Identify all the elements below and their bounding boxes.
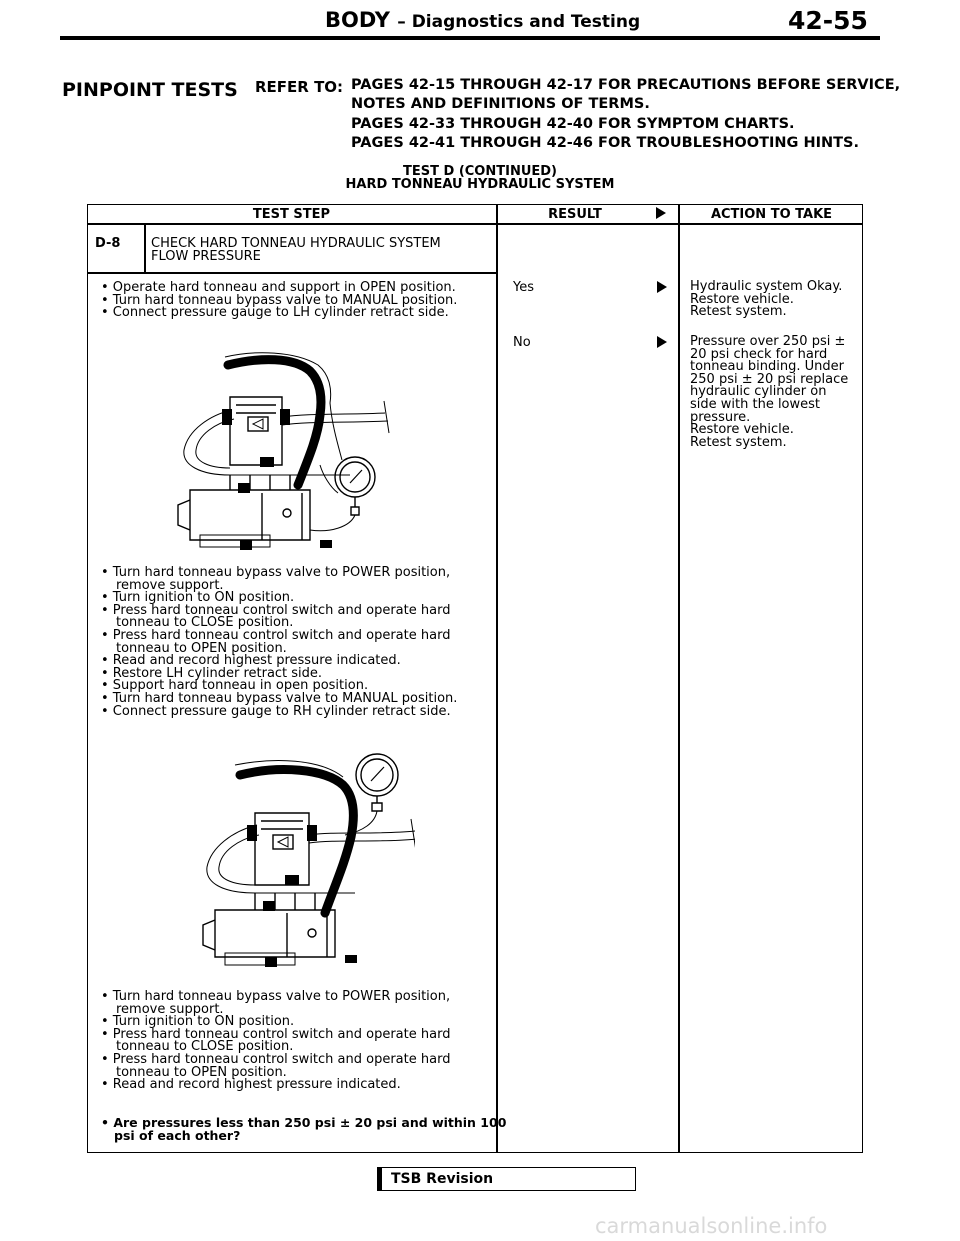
instruction-line: • Turn hard tonneau bypass valve to MANUAL position.: [101, 292, 458, 308]
result-no: No: [513, 335, 531, 350]
instruction-line: • Read and record highest pressure indicated.: [101, 653, 401, 669]
result-yes: Yes: [513, 280, 534, 295]
tsb-revision-label: TSB Revision: [391, 1171, 494, 1187]
lh-gauge-diagram: [170, 335, 400, 555]
instruction-line: tonneau to CLOSE position.: [116, 615, 294, 631]
action-yes: [690, 281, 842, 319]
instructions-lh-setup: [101, 282, 457, 320]
action-line: 20 psi check for hard: [690, 346, 828, 362]
column-divider-result: [496, 204, 498, 1153]
step-id-divider: [144, 223, 146, 273]
action-line: Pressure over 250 psi ±: [690, 334, 846, 349]
tsb-revision-bar: [378, 1167, 382, 1191]
instruction-line: • Press hard tonneau control switch and operate hard: [101, 1051, 451, 1067]
action-line: Retest system.: [690, 434, 787, 450]
instructions-rh-test: [101, 991, 450, 1092]
instruction-line: • Read and record highest pressure indicated.: [101, 1077, 401, 1093]
instruction-line: • Turn ignition to ON position.: [101, 590, 295, 606]
result-yes-arrow-icon: [657, 281, 667, 293]
action-line: Retest system.: [690, 304, 787, 320]
header-title: BODY: [325, 8, 390, 32]
watermark: carmanualsonline.info: [595, 1214, 828, 1238]
action-line: Restore vehicle.: [690, 291, 794, 307]
instruction-line: • Turn ignition to ON position.: [101, 1014, 295, 1030]
header-subtitle: – Diagnostics and Testing: [397, 12, 641, 32]
step-id: D-8: [95, 236, 121, 251]
header-test-step: TEST STEP: [252, 207, 331, 222]
instruction-line: tonneau to CLOSE position.: [116, 1039, 294, 1055]
instruction-line: remove support.: [116, 1001, 224, 1017]
reference-line-1: PAGES 42-15 THROUGH 42-17 FOR PRECAUTIONS BEFORE SERVICE,: [351, 77, 901, 93]
reference-line-2: NOTES AND DEFINITIONS OF TERMS.: [351, 96, 650, 112]
instruction-line: • Press hard tonneau control switch and operate hard: [101, 602, 451, 618]
question-line: psi of each other?: [114, 1127, 241, 1143]
action-line: Restore vehicle.: [690, 422, 794, 438]
action-line: hydraulic cylinder on: [690, 384, 827, 400]
instruction-line: • Operate hard tonneau and support in OPEN position.: [101, 280, 456, 295]
instruction-line: tonneau to OPEN position.: [116, 640, 287, 656]
step-title-line-2: FLOW PRESSURE: [151, 249, 261, 264]
instruction-line: • Turn hard tonneau bypass valve to POWER position,: [101, 989, 451, 1004]
instruction-line: • Press hard tonneau control switch and operate hard: [101, 627, 451, 643]
table-header-rule: [87, 223, 863, 225]
question-line: • Are pressures less than 250 psi ± 20 psi and within 100: [101, 1115, 507, 1130]
instruction-line: tonneau to OPEN position.: [116, 1064, 287, 1080]
instruction-line: • Restore LH cylinder retract side.: [101, 665, 323, 681]
step-title-line-1: CHECK HARD TONNEAU HYDRAULIC SYSTEM: [151, 236, 441, 251]
section-label: PINPOINT TESTS: [62, 79, 238, 101]
reference-line-3: PAGES 42-33 THROUGH 42-40 FOR SYMPTOM CHARTS.: [351, 116, 795, 132]
test-question: [101, 1117, 506, 1142]
instruction-line: • Support hard tonneau in open position.: [101, 678, 369, 694]
reference-line-4: PAGES 42-41 THROUGH 42-46 FOR TROUBLESHOOTING HINTS.: [351, 135, 859, 151]
header-action: ACTION TO TAKE: [710, 207, 833, 222]
action-no: [690, 336, 848, 449]
instruction-line: remove support.: [116, 577, 224, 593]
rh-gauge-diagram: [185, 745, 415, 975]
result-no-arrow-icon: [657, 336, 667, 348]
action-line: pressure.: [690, 409, 751, 425]
page-number: 42-55: [788, 6, 868, 35]
step-title-rule: [87, 272, 496, 274]
header-result: RESULT: [548, 207, 602, 222]
instruction-line: • Press hard tonneau control switch and operate hard: [101, 1026, 451, 1042]
action-line: Hydraulic system Okay.: [690, 279, 843, 294]
instruction-line: • Turn hard tonneau bypass valve to POWER position,: [101, 565, 451, 580]
header-rule: [60, 36, 880, 40]
instructions-lh-test: [101, 567, 457, 718]
action-line: tonneau binding. Under: [690, 359, 844, 375]
action-line: 250 psi ± 20 psi replace: [690, 371, 849, 387]
test-subtitle: HARD TONNEAU HYDRAULIC SYSTEM: [345, 177, 615, 192]
instruction-line: • Connect pressure gauge to LH cylinder retract side.: [101, 305, 449, 321]
page-header-title: [325, 8, 640, 32]
test-title: TEST D (CONTINUED): [403, 164, 557, 179]
action-line: side with the lowest: [690, 396, 821, 412]
column-divider-action: [678, 204, 680, 1153]
instruction-line: • Turn hard tonneau bypass valve to MANUAL position.: [101, 690, 458, 706]
instruction-line: • Connect pressure gauge to RH cylinder retract side.: [101, 703, 451, 719]
refer-to-label: REFER TO:: [255, 78, 344, 96]
header-result-arrow-icon: [656, 207, 666, 219]
